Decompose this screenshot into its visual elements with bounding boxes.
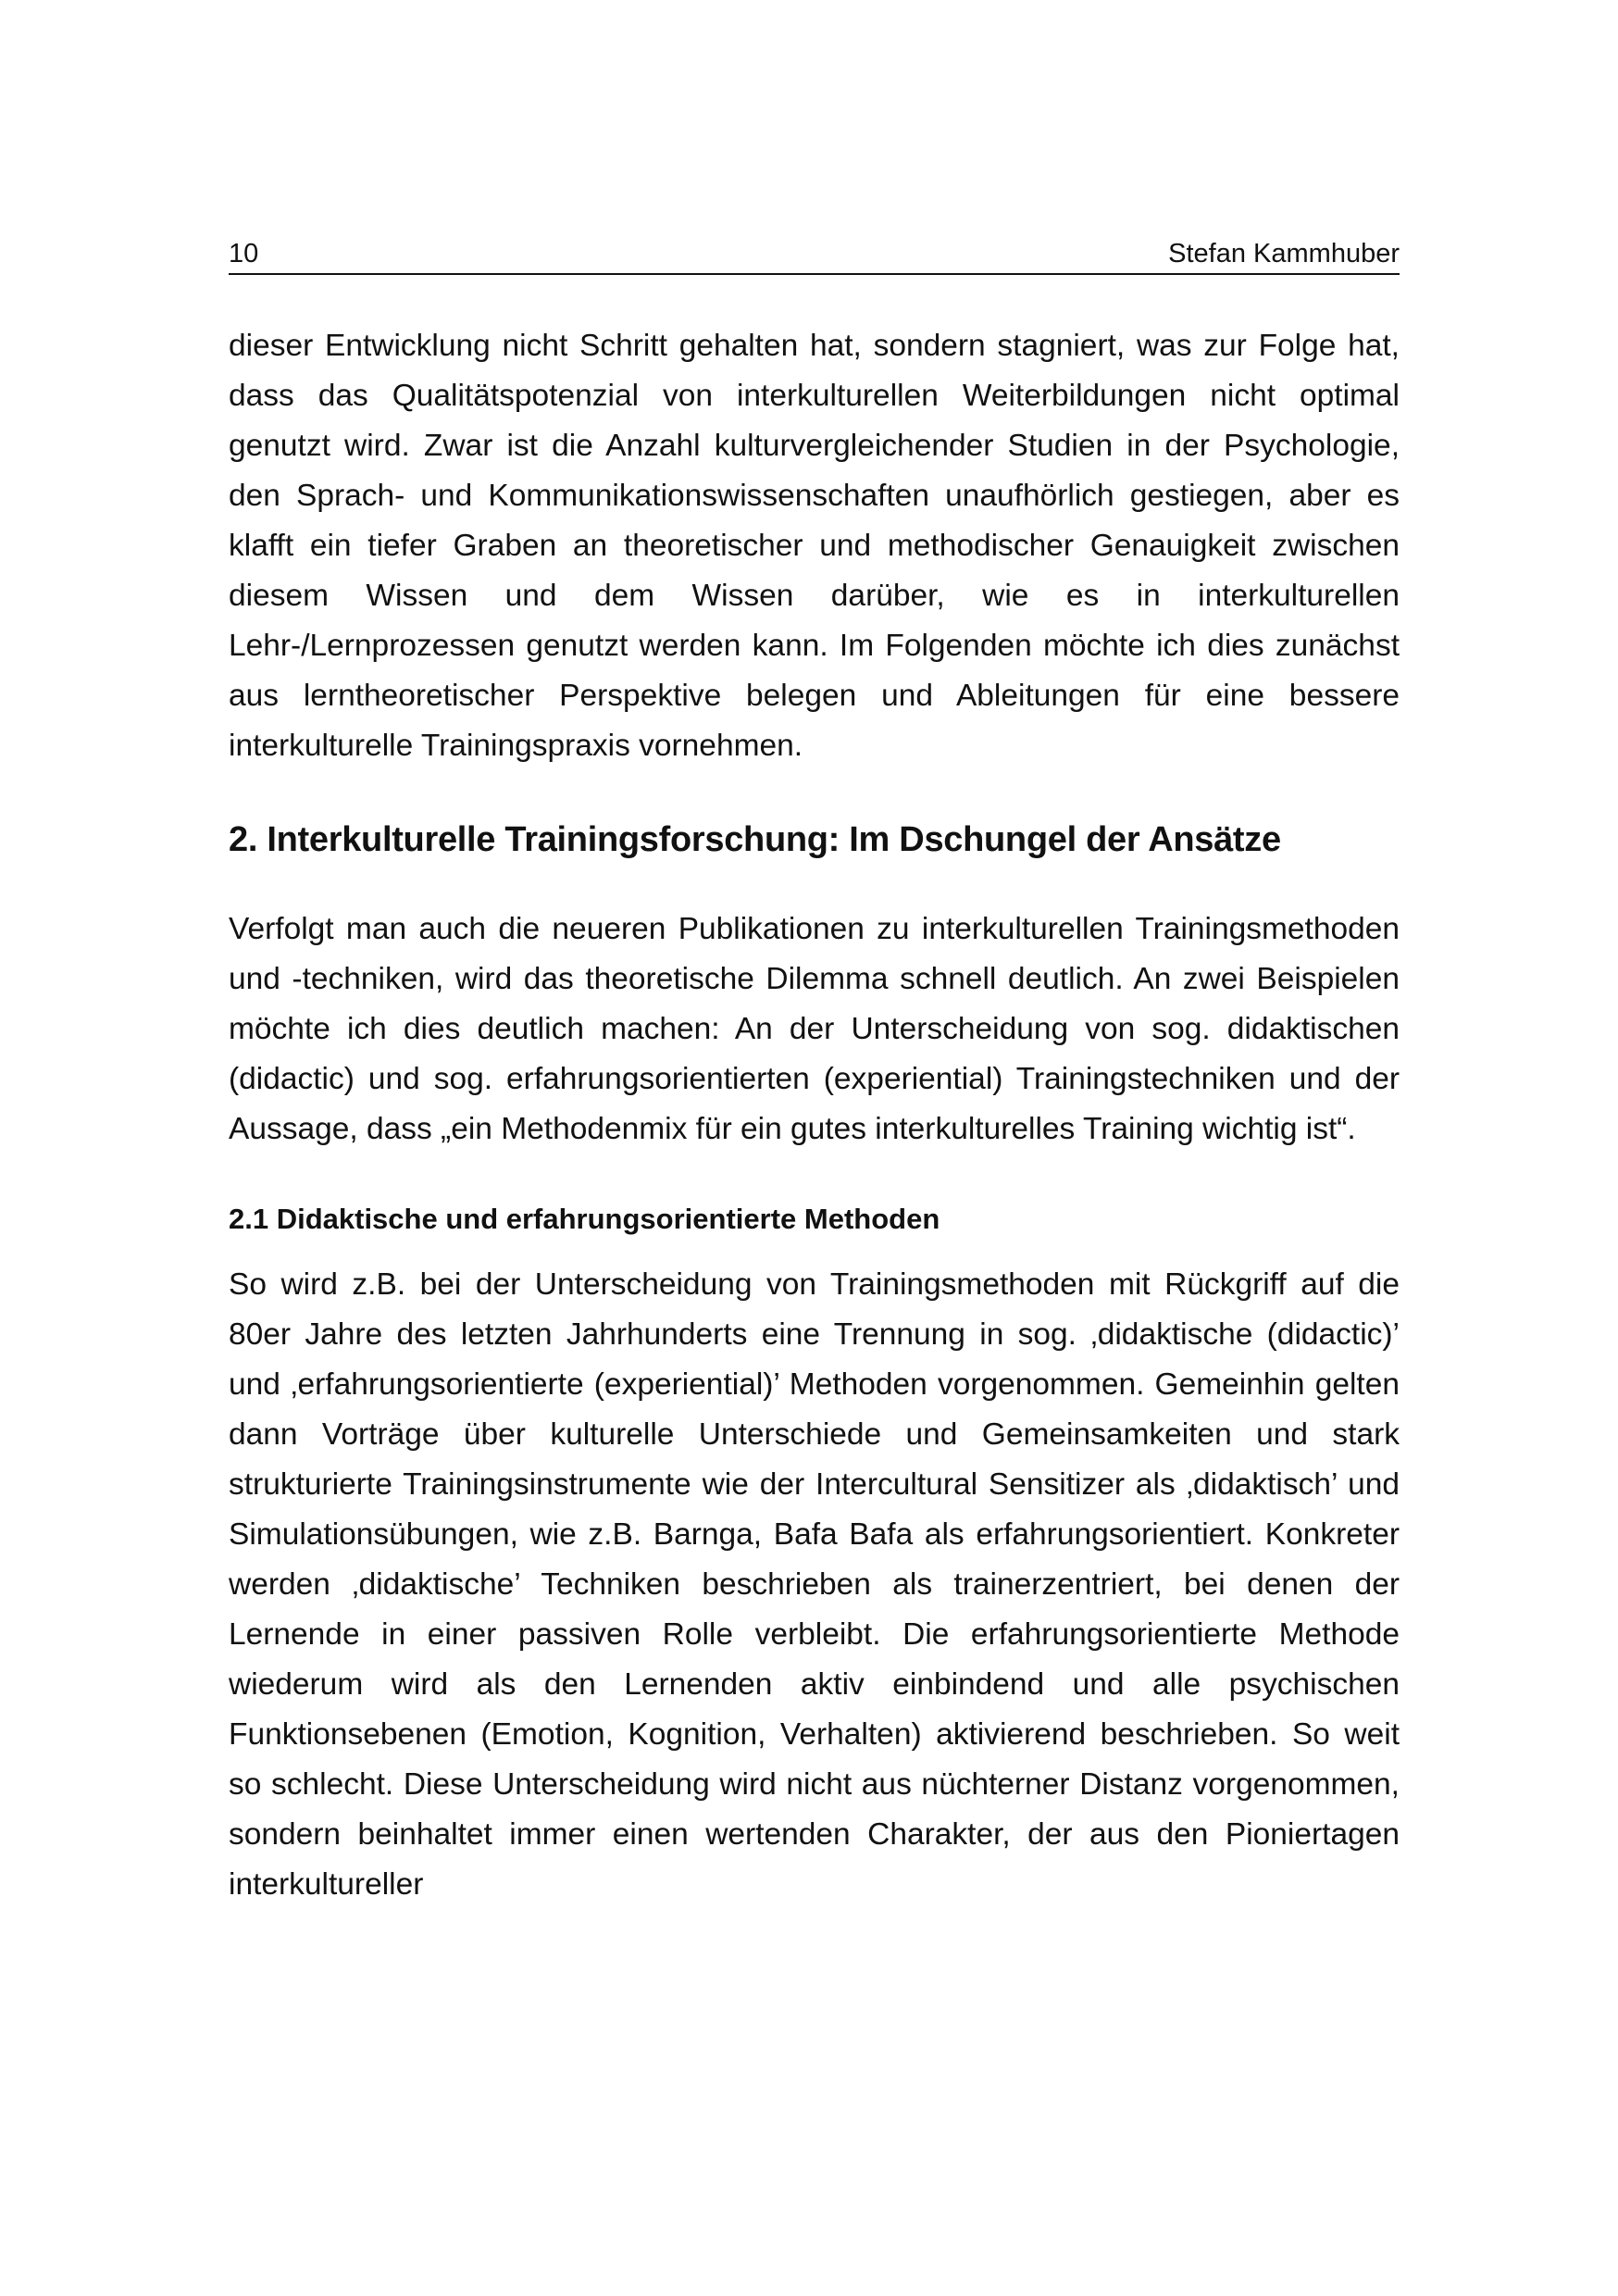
page-content [229,321,1400,1910]
running-head-author: Stefan Kammhuber [1168,239,1400,268]
section-heading: 2. Interkulturelle Trainingsforschung: Im Dschungel der Ansätze [229,820,1281,859]
paragraph-intro-continuation: dieser Entwicklung nicht Schritt gehalten hat, sondern stagniert, was zur Folge hat, dass das Qualitätspotenzial von interkulturellen Weiterbildungen nicht optimal genutzt wird. Zwar ist die Anzahl kulturvergleichender Studien in der Psychologie, den Sprach- und Kommunikationswissenschaften unaufhörlich gestiegen, aber es klafft ein tiefer Graben an theoretischer und methodischer Genauigkeit zwischen diesem Wissen und dem Wissen darüber, wie es in interkulturellen Lehr-/Lernprozessen genutzt werden kann. Im Folgenden möchte ich dies zunächst aus lerntheoretischer Perspektive belegen und Ableitungen für eine bessere interkulturelle Trainingspraxis vornehmen. [229,329,1400,763]
paragraph-section-intro: Verfolgt man auch die neueren Publikationen zu interkulturellen Trainingsmethoden und -techniken, wird das theoretische Dilemma schnell deutlich. An zwei Beispielen möchte ich dies deutlich machen: An der Unterscheidung von sog. didaktischen (didactic) und sog. erfahrungsorientierten (experiential) Trainingstechniken und der Aussage, dass „ein Methodenmix für ein gutes interkulturelles Training wichtig ist“. [229,912,1400,1146]
document-page [229,237,1400,1910]
page-number: 10 [229,239,259,268]
subsection-heading: 2.1 Didaktische und erfahrungsorientierte Methoden [229,1203,940,1235]
paragraph-subsection-body: So wird z.B. bei der Unterscheidung von Trainingsmethoden mit Rückgriff auf die 80er Jahre des letzten Jahrhunderts eine Trennung in sog. ‚didaktische (didactic)’ und ‚erfahrungsorientierte (experiential)’ Methoden vorgenommen. Gemeinhin gelten dann Vorträge über kulturelle Unterschiede und Gemeinsamkeiten und stark strukturierte Trainingsinstrumente wie der Intercultural Sensitizer als ‚didaktisch’ und Simulationsübungen, wie z.B. Barnga, Bafa Bafa als erfahrungsorientiert. Konkreter werden ‚didaktische’ Techniken beschrieben als trainerzentriert, bei denen der Lernende in einer passiven Rolle verbleibt. Die erfahrungsorientierte Methode wiederum wird als den Lernenden aktiv einbindend und alle psychischen Funktionsebenen (Emotion, Kognition, Verhalten) aktivierend beschrieben. So weit so schlecht. Diese Unterscheidung wird nicht aus nüchterner Distanz vorgenommen, sondern beinhaltet immer einen wertenden Charakter, der aus den Pioniertagen interkultureller [229,1267,1400,1902]
running-header [229,237,1400,275]
